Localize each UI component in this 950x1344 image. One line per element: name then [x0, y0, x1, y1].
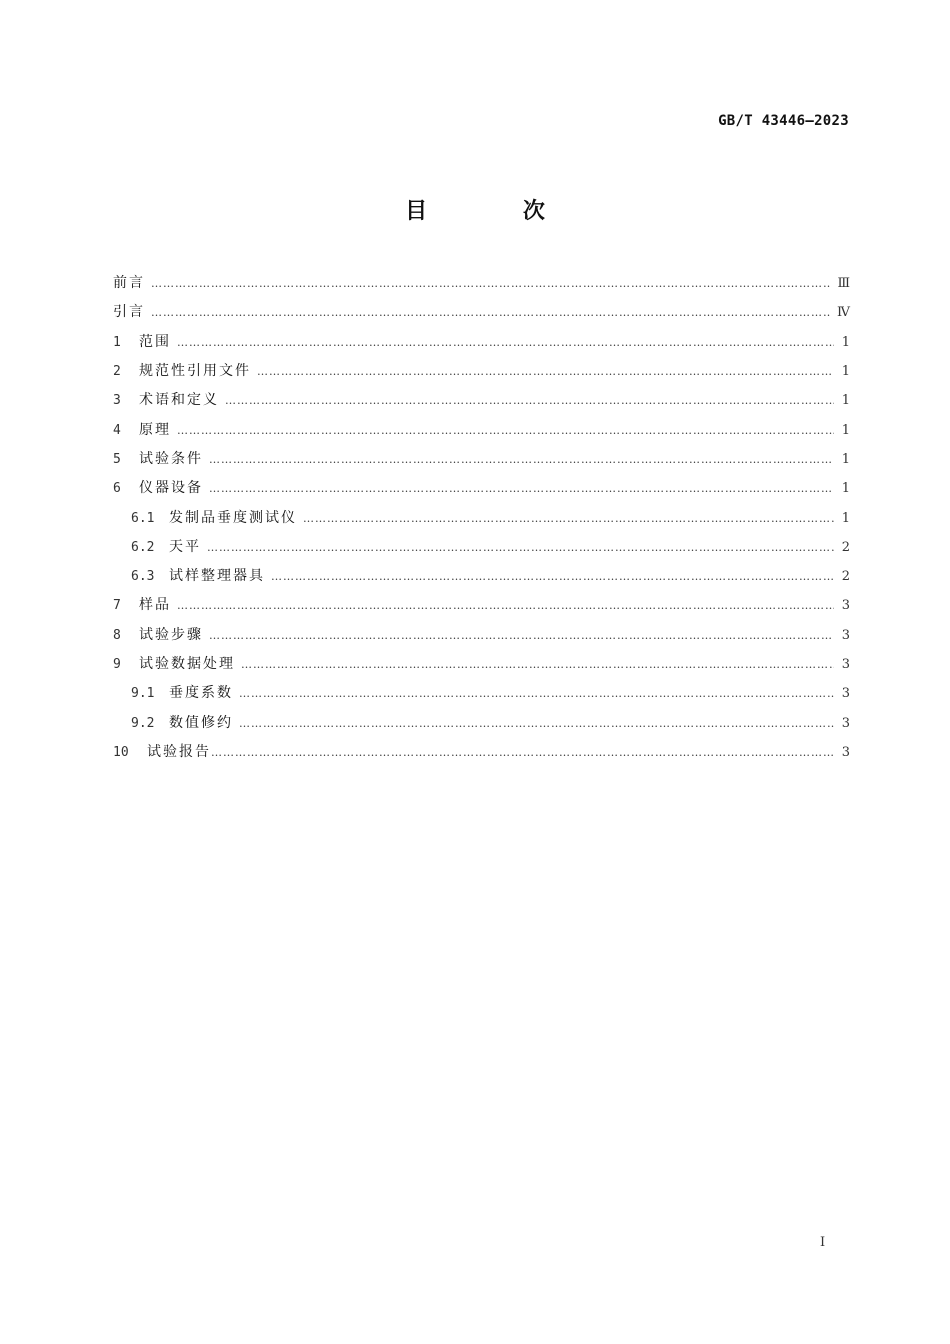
toc-entry-page: 3 [841, 686, 850, 702]
toc-entry-number: 6.2 [131, 539, 155, 555]
toc-entry-label: 引言 [113, 304, 145, 321]
toc-entry-8[interactable] [113, 621, 850, 650]
toc-entry-label: 试验条件 [139, 450, 203, 467]
toc-entry-label: 范围 [139, 333, 171, 350]
toc-leader-dots [211, 738, 834, 767]
toc-leader-dots [225, 386, 834, 415]
toc-leader-dots [239, 709, 834, 738]
toc-entry-label: 试样整理器具 [169, 568, 265, 585]
toc-entry-number: 9.1 [131, 686, 155, 702]
toc-entry-label: 前言 [113, 275, 145, 292]
toc-entry-label: 试验步骤 [139, 626, 203, 643]
toc-entry-6-2[interactable] [113, 533, 850, 562]
toc-entry-label: 数值修约 [169, 714, 233, 731]
toc-entry-9-2[interactable] [113, 708, 850, 737]
toc-entry-label: 原理 [139, 421, 171, 438]
toc-entry-9[interactable] [113, 650, 850, 679]
toc-entry-1[interactable] [113, 328, 850, 357]
toc-entry-number: 3 [113, 393, 121, 409]
toc-leader-dots [241, 650, 834, 679]
toc-entry-foreword[interactable] [113, 269, 850, 298]
page-title: 目 次 [405, 199, 589, 224]
toc-entry-2[interactable] [113, 357, 850, 386]
toc-entry-9-1[interactable] [113, 679, 850, 708]
toc-entry-page: 3 [841, 627, 850, 643]
toc-entry-page: 2 [841, 569, 850, 585]
toc-entry-introduction[interactable] [113, 298, 850, 327]
toc-leader-dots [151, 298, 831, 327]
toc-entry-number: 8 [113, 627, 121, 643]
toc-leader-dots [271, 562, 834, 591]
toc-entry-page: 1 [841, 510, 850, 526]
toc-leader-dots [177, 591, 834, 620]
toc-entry-label: 垂度系数 [169, 685, 233, 702]
toc-entry-page: 2 [841, 539, 850, 555]
toc-entry-number: 1 [113, 334, 121, 350]
toc-entry-number: 10 [113, 744, 129, 760]
standard-code: GB/T 43446—2023 [718, 113, 849, 129]
toc-entry-page: 1 [841, 481, 850, 497]
toc-entry-page: 1 [841, 364, 850, 380]
toc-entry-number: 6 [113, 481, 121, 497]
toc-entry-page: 1 [841, 334, 850, 350]
toc-entry-10[interactable] [113, 738, 850, 767]
toc-leader-dots [177, 328, 834, 357]
toc-leader-dots [177, 416, 834, 445]
toc-entry-page: 3 [841, 715, 850, 731]
toc-entry-6[interactable] [113, 474, 850, 503]
toc-leader-dots [209, 621, 834, 650]
toc-leader-dots [257, 357, 834, 386]
toc-entry-page: 1 [841, 451, 850, 467]
toc-leader-dots [209, 445, 834, 474]
toc-entry-number: 4 [113, 422, 121, 438]
toc-entry-7[interactable] [113, 591, 850, 620]
toc-entry-page: 3 [841, 744, 850, 760]
toc-entry-number: 2 [113, 364, 121, 380]
toc-entry-label: 天平 [169, 538, 201, 555]
toc-entry-3[interactable] [113, 386, 850, 415]
toc-entry-4[interactable] [113, 415, 850, 444]
toc-entry-page: Ⅲ [837, 276, 850, 292]
toc-entry-6-1[interactable] [113, 503, 850, 532]
toc-entry-6-3[interactable] [113, 562, 850, 591]
toc-entry-number: 7 [113, 598, 121, 614]
table-of-contents [113, 269, 850, 767]
toc-entry-5[interactable] [113, 445, 850, 474]
toc-entry-number: 5 [113, 451, 121, 467]
toc-entry-label: 试验数据处理 [139, 656, 235, 672]
toc-leader-dots [207, 533, 834, 562]
toc-entry-number: 6.1 [131, 510, 155, 526]
toc-entry-number: 9.2 [131, 715, 155, 731]
toc-leader-dots [209, 474, 834, 503]
toc-entry-label: 术语和定义 [139, 392, 219, 409]
toc-entry-label: 规范性引用文件 [139, 363, 251, 380]
toc-entry-number: 6.3 [131, 569, 155, 585]
toc-leader-dots [151, 269, 831, 298]
toc-entry-label: 样品 [139, 597, 171, 614]
toc-entry-label: 试验报告 [147, 743, 211, 760]
toc-entry-page: Ⅳ [837, 305, 850, 321]
toc-entry-page: 1 [841, 393, 850, 409]
toc-leader-dots [239, 679, 834, 708]
toc-entry-label: 仪器设备 [139, 480, 203, 497]
toc-entry-label: 发制品垂度测试仪 [169, 509, 297, 526]
toc-entry-number: 9 [113, 657, 121, 672]
toc-entry-page: 3 [841, 657, 850, 672]
toc-leader-dots [303, 504, 834, 533]
footer-page-number: I [820, 1235, 826, 1250]
toc-entry-page: 3 [841, 598, 850, 614]
toc-entry-page: 1 [841, 422, 850, 438]
